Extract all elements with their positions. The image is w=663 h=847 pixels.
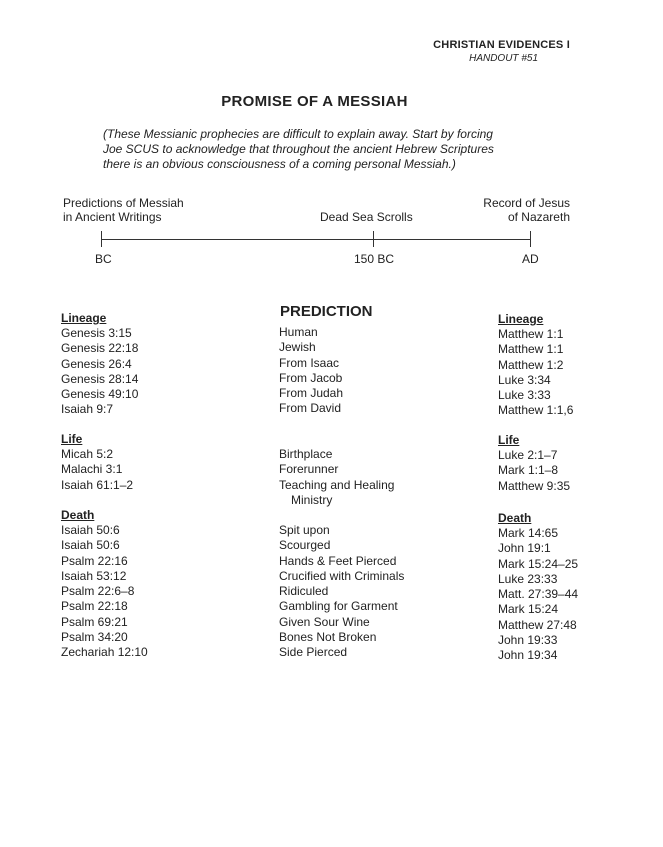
nt-reference: Luke 2:1–7 [498, 448, 558, 462]
timeline-era-150bc: 150 BC [354, 252, 395, 266]
nt-reference: Matthew 1:1 [498, 342, 564, 357]
timeline-mid-label: Dead Sea Scrolls [320, 210, 413, 224]
prediction-item: From Jacob [279, 370, 343, 385]
timeline-tick [101, 231, 102, 247]
death-old-column [61, 507, 148, 661]
ot-reference: Malachi 3:1 [61, 462, 123, 477]
intro-line: (These Messianic prophecies are difficult to explain away. Start by forcing [103, 127, 493, 141]
page-title-text: PROMISE OF A MESSIAH [221, 93, 408, 110]
prediction-item: Teaching and Healing [279, 477, 395, 492]
course-title: CHRISTIAN EVIDENCES I [433, 39, 570, 51]
nt-reference: Luke 23:33 [498, 571, 558, 586]
section-heading: Death [61, 508, 95, 522]
nt-reference: Matthew 1:1 [498, 327, 564, 341]
nt-reference: Luke 3:33 [498, 388, 551, 403]
section-heading: Life [498, 433, 520, 447]
section-heading: Death [498, 511, 532, 525]
ot-reference: Micah 5:2 [61, 447, 114, 461]
prediction-item: Ministry [291, 492, 333, 507]
nt-reference: Mark 1:1–8 [498, 463, 559, 478]
nt-reference: John 19:1 [498, 541, 551, 556]
ot-reference: Genesis 28:14 [61, 371, 139, 386]
prediction-item: Ridiculed [279, 584, 329, 599]
death-new-column [498, 510, 578, 664]
nt-reference: Luke 3:34 [498, 372, 551, 387]
nt-reference: Matthew 9:35 [498, 478, 571, 493]
timeline-right-line: of Nazareth [507, 210, 570, 224]
death-prediction-column [279, 523, 404, 661]
nt-reference: Mark 15:24 [498, 602, 559, 617]
nt-reference: Matthew 1:1,6 [498, 403, 574, 418]
timeline-left-line: Predictions of Messiah [63, 196, 184, 210]
prediction-item: Spit upon [279, 523, 330, 537]
timeline-tick [373, 231, 374, 247]
timeline-left-line: in Ancient Writings [63, 210, 162, 224]
intro-line: Joe SCUS to acknowledge that throughout the ancient Hebrew Scriptures [103, 142, 494, 156]
lineage-old-column [61, 310, 138, 418]
ot-reference: Isaiah 50:6 [61, 523, 120, 537]
ot-reference: Isaiah 61:1–2 [61, 477, 134, 492]
timeline-right-label [472, 196, 570, 224]
prediction-item: Scourged [279, 538, 331, 553]
prediction-item: Hands & Feet Pierced [279, 553, 397, 568]
timeline-right-line: Record of Jesus [483, 196, 570, 210]
prediction-item: Bones Not Broken [279, 630, 377, 645]
timeline-era-ad: AD [522, 252, 539, 266]
intro-paragraph [103, 127, 543, 172]
prediction-item: Forerunner [279, 462, 339, 477]
timeline-era-bc: BC [95, 252, 112, 266]
ot-reference: Psalm 22:18 [61, 599, 128, 614]
ot-reference: Psalm 69:21 [61, 614, 128, 629]
prediction-item: Human [279, 325, 318, 339]
ot-reference: Isaiah 50:6 [61, 538, 120, 553]
nt-reference: John 19:34 [498, 648, 558, 663]
prediction-item: Birthplace [279, 447, 333, 461]
prediction-item: Jewish [279, 340, 316, 355]
section-heading: Lineage [61, 311, 107, 325]
prediction-item: Given Sour Wine [279, 614, 370, 629]
page-title [0, 93, 663, 110]
ot-reference: Genesis 49:10 [61, 387, 139, 402]
life-new-column [498, 432, 570, 494]
prediction-item: Side Pierced [279, 645, 348, 660]
ot-reference: Isaiah 9:7 [61, 402, 114, 417]
lineage-new-column [498, 311, 573, 419]
ot-reference: Psalm 34:20 [61, 630, 128, 645]
nt-reference: Matt. 27:39–44 [498, 587, 579, 602]
nt-reference: Mark 15:24–25 [498, 556, 579, 571]
section-heading: Life [61, 432, 83, 446]
nt-reference: Mark 14:65 [498, 526, 559, 540]
ot-reference: Genesis 22:18 [61, 341, 139, 356]
intro-line: there is an obvious consciousness of a coming personal Messiah.) [103, 157, 456, 171]
ot-reference: Psalm 22:6–8 [61, 584, 135, 599]
timeline-left-label [63, 196, 184, 224]
life-prediction-column [279, 447, 394, 508]
prediction-item: Crucified with Criminals [279, 568, 405, 583]
prediction-heading: PREDICTION [280, 303, 373, 320]
ot-reference: Zechariah 12:10 [61, 645, 148, 660]
prediction-item: From Judah [279, 386, 344, 401]
nt-reference: John 19:33 [498, 633, 558, 648]
timeline-tick [530, 231, 531, 247]
ot-reference: Psalm 22:16 [61, 553, 128, 568]
life-old-column [61, 431, 133, 493]
ot-reference: Genesis 26:4 [61, 356, 132, 371]
ot-reference: Isaiah 53:12 [61, 568, 127, 583]
ot-reference: Genesis 3:15 [61, 326, 132, 340]
nt-reference: Matthew 27:48 [498, 617, 577, 632]
timeline-axis [101, 239, 531, 240]
section-heading: Lineage [498, 312, 544, 326]
nt-reference: Matthew 1:2 [498, 357, 564, 372]
handout-number: HANDOUT #51 [469, 53, 538, 64]
prediction-item: From David [279, 401, 342, 416]
prediction-item: From Isaac [279, 355, 340, 370]
prediction-item: Gambling for Garment [279, 599, 398, 614]
lineage-prediction-column [279, 325, 343, 417]
